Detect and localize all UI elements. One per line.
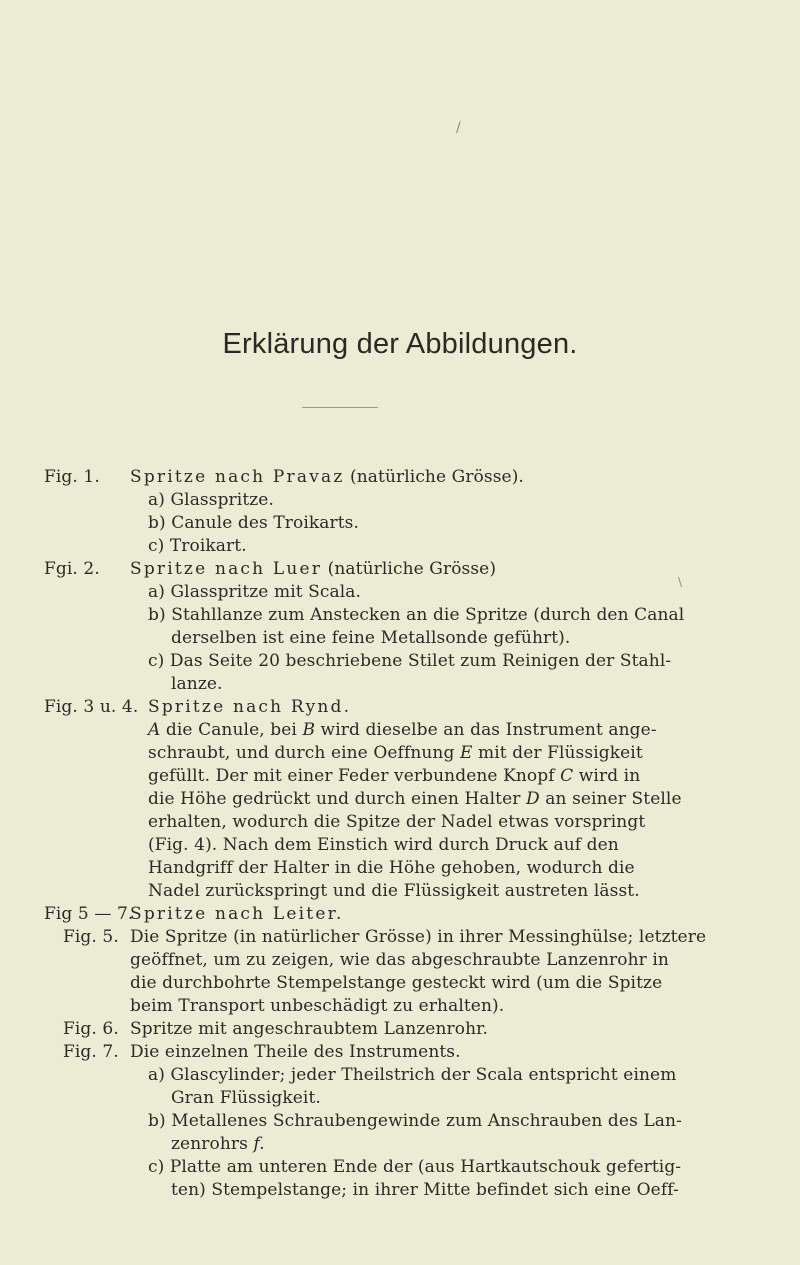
text-run: wird dieselbe an das Instrument ange-	[320, 720, 657, 740]
fig-1-item-c: c) Troikart.	[148, 536, 247, 556]
fig-5-line-1: Die Spritze (in natürlicher Grösse) in ihrer Messinghülse; letztere	[130, 927, 707, 947]
text-run: die Canule, bei	[165, 720, 297, 740]
fig-3-4-line-5: erhalten, wodurch die Spitze der Nadel etwas vorspringt	[148, 812, 646, 832]
fig-7-label: Fig. 7.	[63, 1042, 119, 1062]
fig-3-4-line-6: (Fig. 4). Nach dem Einstich wird durch Druck auf den	[148, 835, 619, 855]
fig-5-7-heading-name: Spritze nach Leiter.	[130, 904, 344, 924]
fig-7-item-a-line-1: a) Glascylinder; jeder Theilstrich der Scala entspricht einem	[148, 1065, 677, 1085]
fig-5-7-label: Fig 5 — 7.	[44, 904, 134, 924]
fig-3-4-line-2	[148, 743, 643, 763]
fig-3-4-line-4	[148, 789, 682, 809]
fig-7-item-b-line-1: b) Metallenes Schraubengewinde zum Anschrauben des Lan-	[148, 1111, 682, 1131]
text-run: wird in	[578, 766, 641, 786]
fig-5-line-3: die durchbohrte Stempelstange gesteckt wird (um die Spitze	[130, 973, 663, 993]
fig-7-item-c-line-1: c) Platte am unteren Ende der (aus Hartkautschouk gefertig-	[148, 1157, 682, 1177]
fig-2-item-b-line-1: b) Stahllanze zum Anstecken an die Spritze (durch den Canal	[148, 605, 685, 625]
fig-2-label: Fgi. 2.	[44, 559, 100, 579]
letter-c: C	[560, 766, 574, 786]
fig-2-heading-name: Spritze nach Luer	[130, 559, 323, 579]
fig-3-4-line-3	[148, 766, 640, 786]
text-run: die Höhe gedrückt und durch einen Halter	[148, 789, 521, 809]
fig-1-item-a: a) Glasspritze.	[148, 490, 274, 510]
fig-5-label: Fig. 5.	[63, 927, 119, 947]
fig-5-line-4: beim Transport unbeschädigt zu erhalten).	[130, 996, 505, 1016]
text-run: zenrohrs	[171, 1134, 248, 1154]
fig-1-heading-name: Spritze nach Pravaz	[130, 467, 345, 487]
fig-2-item-c-line-2: lanze.	[171, 674, 223, 694]
fig-2-heading-note: (natürliche Grösse)	[327, 559, 497, 579]
text-run: mit der Flüssigkeit	[478, 743, 643, 763]
fig-2-item-a: a) Glasspritze mit Scala.	[148, 582, 362, 602]
fig-3-4-line-8: Nadel zurückspringt und die Flüssigkeit austreten lässt.	[148, 881, 640, 901]
fig-7-item-b-line-2	[171, 1134, 265, 1154]
fig-3-4-heading	[148, 697, 351, 717]
fig-1-label: Fig. 1.	[44, 467, 100, 487]
text-run: schraubt, und durch eine Oeffnung	[148, 743, 455, 763]
fig-3-4-label: Fig. 3 u. 4.	[44, 697, 139, 717]
fig-2-item-b-line-2: derselben ist eine feine Metallsonde geführt).	[171, 628, 571, 648]
top-page-mark: /	[456, 120, 461, 136]
fig-6-line-1: Spritze mit angeschraubtem Lanzenrohr.	[130, 1019, 488, 1039]
side-page-mark: \	[678, 575, 683, 589]
fig-7-item-c-line-2: ten) Stempelstange; in ihrer Mitte befindet sich eine Oeff-	[171, 1180, 679, 1200]
fig-7-line-1: Die einzelnen Theile des Instruments.	[130, 1042, 461, 1062]
text-run: an seiner Stelle	[545, 789, 682, 809]
fig-1-item-b: b) Canule des Troikarts.	[148, 513, 359, 533]
letter-a: A	[148, 720, 161, 740]
fig-5-line-2: geöffnet, um zu zeigen, wie das abgeschraubte Lanzenrohr in	[130, 950, 669, 970]
fig-1-heading-note: (natürliche Grösse).	[350, 467, 524, 487]
letter-b: B	[302, 720, 316, 740]
fig-1-heading	[130, 467, 524, 487]
fig-6-label: Fig. 6.	[63, 1019, 119, 1039]
title-divider	[302, 407, 378, 408]
fig-7-item-a-line-2: Gran Flüssigkeit.	[171, 1088, 321, 1108]
fig-2-item-c-line-1: c) Das Seite 20 beschriebene Stilet zum Reinigen der Stahl-	[148, 651, 672, 671]
fig-3-4-heading-name: Spritze nach Rynd.	[148, 697, 352, 717]
fig-3-4-line-1	[148, 720, 657, 740]
letter-d: D	[526, 789, 540, 809]
page-title: Erklärung der Abbildungen.	[222, 328, 578, 360]
letter-e: E	[459, 743, 473, 763]
fig-3-4-line-7: Handgriff der Halter in die Höhe gehoben, wodurch die	[148, 858, 635, 878]
letter-f: f.	[253, 1134, 265, 1154]
fig-2-heading	[130, 559, 496, 579]
text-run: gefüllt. Der mit einer Feder verbundene Knopf	[148, 766, 555, 786]
fig-5-7-heading	[130, 904, 344, 924]
